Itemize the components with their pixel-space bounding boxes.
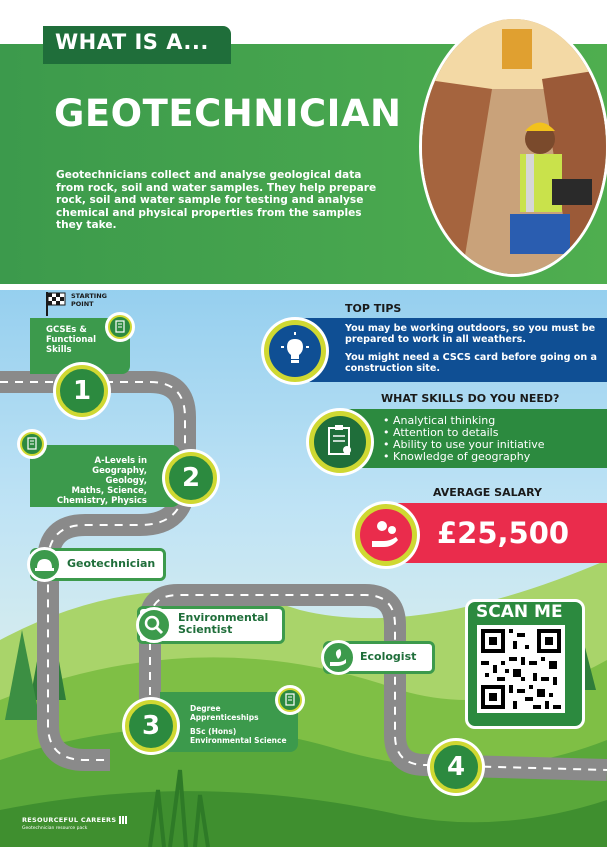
plant-hand-icon	[321, 640, 356, 675]
scan-me-label: SCAN ME	[476, 602, 563, 622]
salary-value: £25,500	[437, 516, 570, 550]
footer-brand: RESOURCEFUL CAREERS	[22, 816, 128, 824]
geotechnician-photo	[419, 16, 607, 277]
skills-heading: WHAT SKILLS DO YOU NEED?	[381, 392, 560, 405]
page-title: GEOTECHNICIAN	[54, 92, 402, 135]
header-tag: WHAT IS A...	[55, 30, 209, 54]
step2-label: A-Levels in Geography, Geology, Maths, Science, Chemistry, Physics	[56, 456, 147, 506]
document-icon	[278, 688, 302, 712]
step4-number: 4	[430, 741, 482, 793]
role-environmental-scientist: Environmental Scientist	[137, 606, 285, 644]
step3-number: 3	[125, 700, 177, 752]
starting-point-label: STARTING POINT	[71, 292, 107, 308]
skill-item: • Attention to details	[383, 426, 499, 439]
skill-item: • Analytical thinking	[383, 414, 496, 427]
step1-number: 1	[56, 365, 108, 417]
role-ecologist: Ecologist	[323, 641, 435, 674]
top-tips-heading: TOP TIPS	[345, 302, 402, 315]
tip-cscs-card: You might need a CSCS card before going on a construction site.	[345, 352, 598, 374]
tip-weather: You may be working outdoors, so you must be prepared to work in all weathers.	[345, 323, 596, 345]
document-icon	[20, 432, 44, 456]
skill-item: • Knowledge of geography	[383, 450, 531, 463]
brand-logo-icon	[119, 816, 128, 824]
hard-hat-icon	[27, 547, 62, 582]
salary-heading: AVERAGE SALARY	[433, 486, 542, 499]
intro-text: Geotechnicians collect and analyse geological data from rock, soil and water samples. They help prepare rock, soil and water sample for testing and analyse chemical and physical properties from the samples they take.	[56, 169, 377, 232]
step2-number: 2	[165, 452, 217, 504]
clipboard-icon	[309, 411, 371, 473]
qr-code[interactable]	[477, 625, 565, 713]
footer-sub: Geotechnician resource pack	[22, 826, 88, 831]
document-icon	[108, 315, 132, 339]
money-hand-icon	[355, 504, 417, 566]
starting-flag-icon	[45, 292, 67, 321]
step1-label: GCSEs & Functional Skills	[46, 325, 97, 355]
magnifier-icon	[136, 607, 172, 643]
step3-label: Degree Apprenticeships BSc (Hons) Environmental Science	[190, 704, 287, 745]
role-geotechnician: Geotechnician	[30, 548, 166, 581]
lightbulb-icon	[264, 320, 326, 382]
skill-item: • Ability to use your initiative	[383, 438, 545, 451]
